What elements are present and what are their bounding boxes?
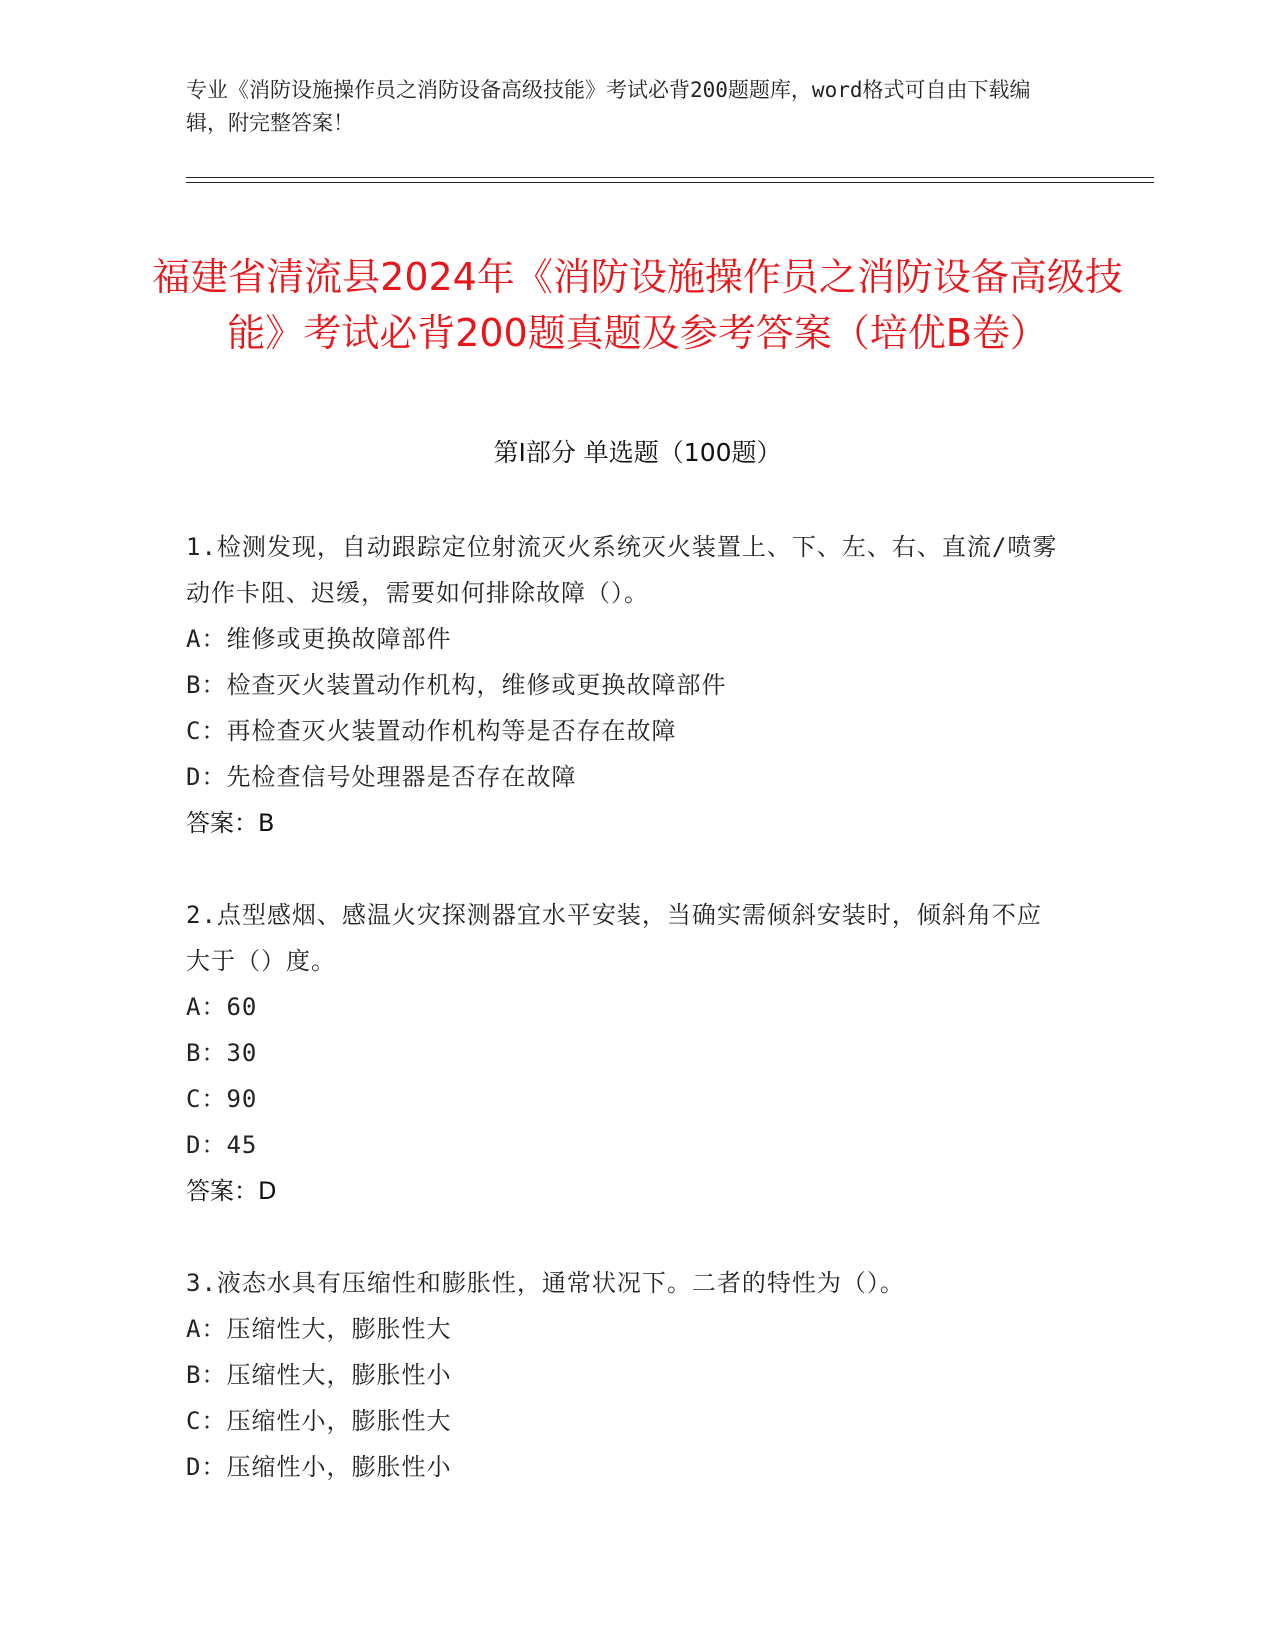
option-d: D：45	[186, 1131, 258, 1159]
option-a: A：压缩性大，膨胀性大	[186, 1315, 452, 1343]
option-a: A：60	[186, 993, 258, 1021]
option-b: B：检查灭火装置动作机构，维修或更换故障部件	[186, 671, 727, 699]
option-c: C：压缩性小，膨胀性大	[186, 1407, 452, 1435]
option-c: C：90	[186, 1085, 258, 1113]
section-title: 第I部分 单选题（100题）	[493, 438, 782, 467]
question-3	[186, 1260, 1066, 1490]
question-stem: 1.检测发现，自动跟踪定位射流灭火系统灭火装置上、下、左、右、直流/喷雾动作卡阻、迟缓，需要如何排除故障（）。	[186, 533, 1058, 607]
option-b: B：压缩性大，膨胀性小	[186, 1361, 452, 1389]
header-divider-bottom	[186, 182, 1154, 183]
option-d: D：压缩性小，膨胀性小	[186, 1453, 452, 1481]
option-d: D：先检查信号处理器是否存在故障	[186, 763, 577, 791]
question-2	[186, 892, 1066, 1214]
answer-line: 答案：B	[186, 809, 275, 837]
option-c: C：再检查灭火装置动作机构等是否存在故障	[186, 717, 677, 745]
option-b: B：30	[186, 1039, 258, 1067]
header-divider-top	[186, 177, 1154, 178]
question-stem: 3.液态水具有压缩性和膨胀性，通常状况下。二者的特性为（）。	[186, 1269, 905, 1297]
question-1	[186, 524, 1066, 846]
document-title: 福建省清流县2024年《消防设施操作员之消防设备高级技能》考试必背200题真题及参考答案（培优B卷）	[152, 255, 1123, 356]
option-a: A：维修或更换故障部件	[186, 625, 452, 653]
header-note: 专业《消防设施操作员之消防设备高级技能》考试必背200题题库，word格式可自由下载编辑，附完整答案！	[186, 78, 1031, 135]
answer-line: 答案：D	[186, 1177, 277, 1205]
question-stem: 2.点型感烟、感温火灾探测器宜水平安装，当确实需倾斜安装时，倾斜角不应大于（）度。	[186, 901, 1042, 975]
question-list	[186, 524, 1066, 1536]
